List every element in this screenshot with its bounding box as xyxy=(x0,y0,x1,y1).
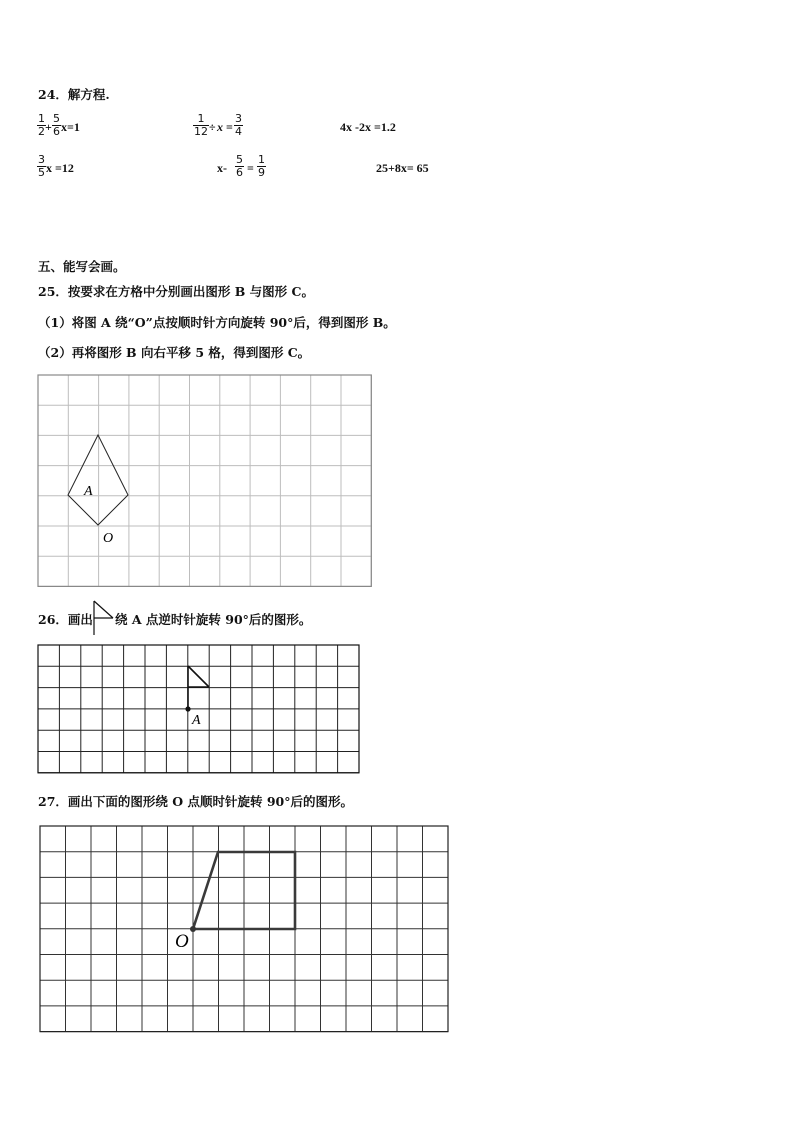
q27-point-o xyxy=(190,926,196,932)
q25-title: 25．按要求在方格中分别画出图形 B 与图形 C。 xyxy=(38,284,314,299)
q26-flag-slant xyxy=(188,666,209,687)
eq1-fraction-1: 1 2 xyxy=(38,112,45,138)
q27-title: 27．画出下面的图形绕 O 点顺时针旋转 90°后的图形。 xyxy=(38,794,353,809)
flag-icon xyxy=(93,601,115,635)
eq5-fraction-2: 1 9 xyxy=(258,153,265,179)
q25-step-1: （1）将图 A 绕“O”点按顺时针方向旋转 90°后，得到图形 B。 xyxy=(38,315,396,330)
eq2-fraction-1: 1 12 xyxy=(194,112,208,138)
q27-grid xyxy=(40,826,448,1032)
eq5-fraction-1: 5 6 xyxy=(236,153,243,179)
equation-3: 4x -2x =1.2 xyxy=(340,120,396,134)
q27-label-o: O xyxy=(175,931,189,952)
eq4-fraction: 3 5 xyxy=(38,153,45,179)
grid-border xyxy=(38,375,371,586)
q25-grid xyxy=(38,375,372,587)
equation-6: 25+8x= 65 xyxy=(376,161,429,175)
q25-grid-lines xyxy=(38,375,371,586)
q26-point-a xyxy=(185,706,190,711)
section-5-title: 五、能写会画。 xyxy=(38,259,126,274)
q25-label-a: A xyxy=(84,484,93,499)
q26-label-a: A xyxy=(192,713,201,728)
q25-label-o: O xyxy=(103,531,114,546)
q25-shape-a xyxy=(68,435,128,525)
eq2-fraction-2: 3 4 xyxy=(235,112,242,138)
q25-step-2: （2）再将图形 B 向右平移 5 格，得到图形 C。 xyxy=(38,345,311,360)
q26-grid-lines xyxy=(38,645,359,773)
q24-title: 24．解方程. xyxy=(38,87,110,102)
q26-grid xyxy=(38,645,360,773)
eq1-fraction-2: 5 6 xyxy=(53,112,60,138)
